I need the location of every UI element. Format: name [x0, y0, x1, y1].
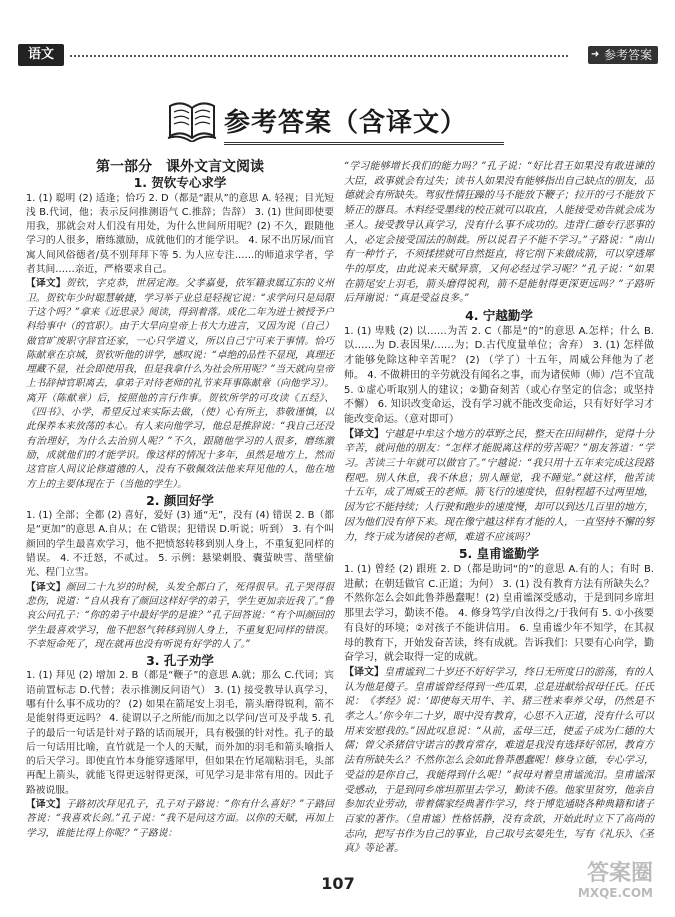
book-icon: [166, 98, 218, 142]
answer-text: 1. (1) 聪明 (2) 适逢；恰巧 2. D（都是“跟从”的意思 A. 轻视；目光短浅 B.代词，他；表示反问推测语气 C.推辞；告辞） 3. (1) 世间即使要用我，那就会对人们没有用处，为什么世间所用呢？(2) 不久，跟随他学习的人很多，磨练激励，成就他们的才能学识。 4. 尿不出厉尿/而官寓人间风俗德者/莫不别拜拜下等 5. 为人应专注……的师道求学者，学者其间……亲近，严格要求自己。: [26, 192, 334, 276]
translation-text: 【译文】颜回二十九岁的时候，头发全都白了，死得很早。孔子哭得很悲伤，说道：“自从我有了颜回这样好学的弟子，学生更加亲近我了。”鲁哀公问孔子：“你的弟子中最好学的是谁？”孔子回答说：“有个叫颜回的学生最喜欢学习，他不把怒气转移到别人身上，不重复犯同样的错误。不幸短命死了，现在就再也没有听说有好学的人了。”: [26, 581, 335, 650]
section-heading: 3. 孔子劝学: [146, 653, 214, 669]
section-heading: 5. 皇甫谧勤学: [458, 546, 540, 562]
page-number: 107: [318, 870, 358, 898]
translation-continued: “学习能够增长我们的能力吗？”孔子说：“好比君王如果没有敢进谏的大臣，政事就会有过失；读书人如果没有能够指出自己缺点的朋友，品德就会有所缺失。驾驭性情狂躁的马不能放下鞭子；拉开的弓不能放下矫正的器具。木料经受墨线的校正就可以取直，人能接受劝告就会成为圣人。接受教导认真学习，没有什么事不成功的。违背仁德专行恶事的人，必定会接受国法的制裁。所以说君子不能不学习。”子路说：“南山有一种竹子，不须揉搓就可自然挺直，将它削下来做成箭，可以穿透犀牛的厚皮，由此说来天赋异禀，又何必经过学习呢？”孔子说：“如果在箭尾安上羽毛，箭头磨得锐利，箭不是能射得更深更远吗？”子路听后拜谢说：“真是受益良多。”: [344, 161, 654, 305]
translation-text: 【译文】贺钦，字克恭，世居定海。父孝嘉曼，依军籍隶属辽东的义州卫。贺钦年少时聪慧敏捷，学习举子业总是轻视它说：“求学问只是局限于这个吗？”拿来《近思录》阅读，得到着落。成化二年为进士被授予户科给事中（的官职）。由于大旱向皇帝上书大力进言，又因为说（自己）做官旷废职守辞官还家，一心只学道义，所以自己宁可来于事情。恰巧陈献章在京城，贺钦听他的讲学，感叹说：“卓绝的品性不显现，真理还埋藏不显，社会即使用我，但是我拿什么为社会所用呢？”当天就向皇帝上书辞掉官职离去，拿弟子对待老师的礼节来拜事陈献章（向他学习）。离开（陈献章）后，按照他的言行作事。贺钦所学的可攻读《五经》、《四书》、小学，希望反过来实际去做，（使）心有所主，恭敬谨慎，以此保养本来放荡的本心。有人来向他学习，他总是推辞说：“我自己还没有治理好，为什么去治别人呢？”不久，跟随他学习的人很多，磨练激励，成就他们的才能学识。像这样的情况十多年，虽然是地方上，然而这官宦人间议论修道德的人，没有不敬佩效法他来拜见他的人，他在地方上的主要体现在于（当他的学生）。: [26, 278, 335, 490]
header-dotted-rule: [70, 55, 568, 57]
translation-text: 【译文】子路初次拜见孔子，孔子对子路说：“你有什么喜好？”子路回答说：“我喜欢长剑。”孔子说：“我不是问这方面。以你的天赋，再加上学习，谁能比得上你呢？”子路说：: [26, 799, 335, 839]
answer-text: 1. (1) 拜见 (2) 增加 2. B（都是“鞭子”的意思 A.就；那么 C.代词；宾语前置标志 D.代替；表示推测反问语气） 3. (1) 接受教导认真学习，哪有什么事不成功的？ (2) 如果在箭尾安上羽毛，箭头磨得锐利，箭不是能射得更远吗？ 4. 徒谓以子之所能/而加之以学问/岂可及乎哉 5. 孔子的最后一句话是针对子路的话而展开，具有极强的针对性。孔子的最后一句话用比喻，直竹就是一个人的天赋，而外加的羽毛和箭头喻指人的后天学习。即使直竹本身能穿透犀甲，但如果在竹尾端粘羽毛，头部再配上箭头，就能飞得更远射得更深，可见学习是非常有用的。因此子路被说服。: [26, 670, 334, 796]
watermark-logo: 答案圈 MXQE.COM: [577, 861, 653, 900]
translation-text: 【译文】皇甫谧到二十岁还不好好学习，终日无所度日的游荡，有的人认为他是傻子。皇甫谧曾经得到一些瓜果，总是进献给叔母任氏。任氏说：《孝经》说：‘即使每天用牛、羊、猪三牲来奉养父母，仍然是不孝之人。’你今年二十岁，眼中没有教育，心思不入正道，没有什么可以用来安慰我的。”因此叹息说：“从前，孟母三迁，使孟子成为仁德的大儒；曾父杀猪信守诺言的教育常存，难道是我没有选择好邻居，教育方法有所缺失么？不然你怎么会如此鲁莽愚蠢呢！修身立德，专心学习，受益的是你自己，我能得到什么呢！”叔母对着皇甫谧流泪。皇甫谧深受感动，于是到同乡席坦那里去学习，勤读不倦。他家里贫穷，他亲自参加农业劳动，带着儒家经典著作学习，终于博览通晓各种典籍和诸子百家的著作。（皇甫谧）性格恬静，没有贪欲，开始此时立下了高尚的志向，把写书作为自己的事业，自己取号玄晏先生，写有《礼乐》、《圣真》等论著。: [344, 666, 654, 855]
translation-text: 【译文】宁越是中牟这个地方的草野之民，整天在田间耕作，觉得十分辛苦，就问他的朋友：“怎样才能脱离这样的劳苦呢？”朋友答道：“学习。苦读三十年就可以做官了。”宁越说：“我只用十五年来完成这段路程吧。别人休息，我不休息；别人睡觉，我不睡觉。”就这样，他苦读十五年，成了周威王的老师。箭飞行的速度快，但射程超不过两里地，因为它不能持续；人行驶和跑步的速度慢，却可以到达几百里的地方，因为他们没有停下来。现在像宁越这样有才能的人，一直坚持不懈的努力，终于成为诸侯的老师，难道不应该吗？: [344, 428, 654, 543]
section-tag: ➜ 参考答案: [588, 46, 658, 64]
right-column: [344, 160, 654, 857]
page-title: 参考答案（含译文）: [224, 108, 468, 138]
section-heading: 2. 颜回好学: [146, 492, 214, 508]
title-underline: [224, 142, 504, 145]
answer-text: 1. (1) 全部；全都 (2) 喜好，爱好 (3) 通“无”，没有 (4) 错误 2. B（都是“更加”的意思 A.自从；在 C错误；犯错误 D.听说；听到） 3. 有个叫颜回的学生最喜欢学习，他不把愤怒转移到别人身上，不重复犯同样的错误。 4. 不迁怒，不贰过。 5. 示例：悬梁刺股、囊萤映雪、凿壁偷光、程门立雪。: [26, 510, 334, 579]
section-heading: 1. 贺钦专心求学: [133, 175, 227, 191]
part-heading: 第一部分 课外文言文阅读: [96, 159, 264, 175]
left-column: [26, 160, 334, 841]
page-header: [18, 44, 658, 68]
title-banner: [166, 96, 506, 150]
subject-tab: 语文: [18, 44, 64, 66]
section-heading: 4. 宁越勤学: [465, 308, 533, 324]
answer-text: 1. (1) 卑贱 (2) 以……为苦 2. C（都是“的”的意思 A.怎样；什么 B.以……为 D.表因果/……为；D.古代度量单位；舍弃） 3. (1) 怎样做才能够免除这种辛苦呢？ (2) （学了）十五年，周威公拜他为了老师。 4. 不做耕田的辛劳就没有闻名之事，而为诸侯师（师）/岂不宜哉 5. ①虚心听取别人的建议；②勤奋刻苦（或心存坚定的信念；或坚持不懈） 6. 知识改变命运，没有学习就不能改变命运，只有好好学习才能改变命运。（意对即可）: [344, 325, 654, 425]
answer-text: 1. (1) 曾经 (2) 跟班 2. D（都是助词“的”的意思 A.有的人；有时 B.进献；在朝廷做官 C.正道；为何） 3. (1) 没有教育方法有所缺失么？不然你怎么会如此鲁莽愚蠢呢！(2) 皇甫谧深受感动，于是到同乡席坦那里去学习，勤读不倦。 4. 修身笃学/自汝得之/于我何有 5. ①小孩要有良好的环境；②对孩子不能讲信用。 6. 皇甫谧少年不知学，在其叔母的教育下，开始发奋苦读，终有成就。告诉我们：只要有心向学，勤奋学习，就会取得一定的成就。: [344, 563, 654, 664]
